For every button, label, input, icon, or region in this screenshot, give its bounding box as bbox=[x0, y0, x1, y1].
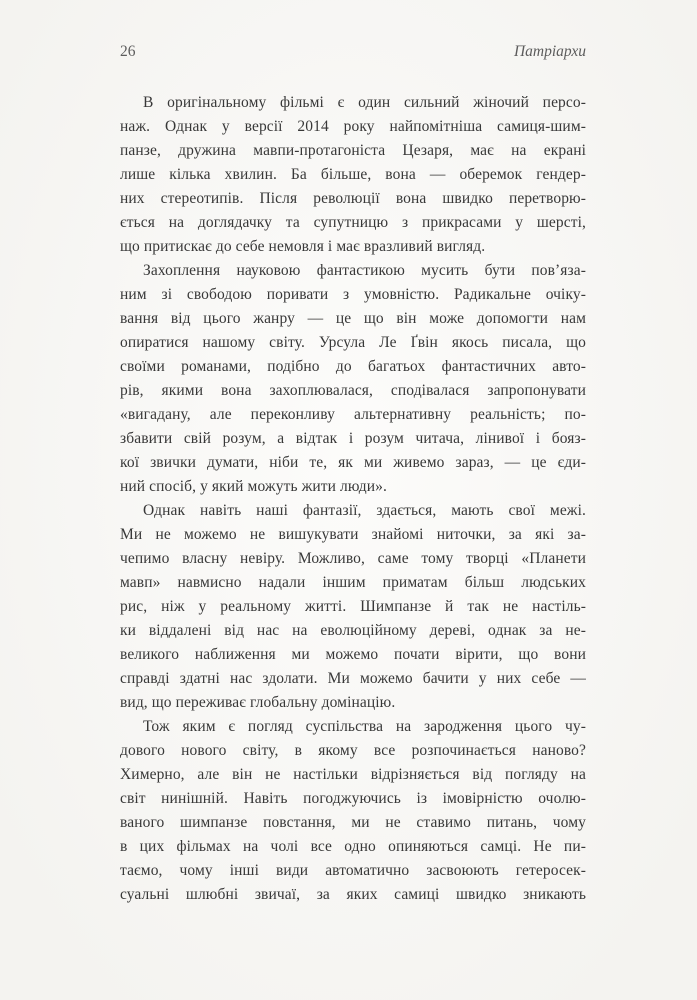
text-line: лише кілька хвилин. Ба більше, вона — оберемок гендер- bbox=[120, 166, 586, 183]
text-line: них стереотипів. Після революції вона швидко перетворю- bbox=[120, 190, 586, 207]
text-line: чепимо власну невіру. Можливо, саме тому творці «Планети bbox=[120, 550, 586, 567]
text-line: кої звички думати, ніби те, як ми живемо зараз, — це єди- bbox=[120, 454, 586, 471]
text-line: вання від цього жанру — це що він може допомогти нам bbox=[120, 310, 586, 327]
text-line: Тож яким є погляд суспільства на зародження цього чу- bbox=[143, 718, 586, 735]
text-line: ний спосіб, у який можуть жити люди». bbox=[120, 478, 387, 495]
text-line: вид, що переживає глобальну домінацію. bbox=[120, 694, 396, 711]
text-line: наж. Однак у версії 2014 року найпомітніша самиця-шим- bbox=[120, 118, 586, 135]
text-line: рів, якими вона захоплювалася, сподівалася запропонувати bbox=[120, 382, 586, 399]
text-line: В оригінальному фільмі є один сильний жіночий персо- bbox=[143, 94, 586, 111]
text-line: в цих фільмах на чолі все одно опиняються самці. Не пи- bbox=[120, 838, 586, 855]
running-title: Патріархи bbox=[513, 43, 586, 60]
text-line: суальні шлюбні звичаї, за яких самиці швидко зникають bbox=[120, 886, 586, 903]
page-body bbox=[120, 91, 586, 907]
text-line: таємо, чому інші види автоматично засвоюють гетеросек- bbox=[120, 862, 586, 879]
text-line: Захоплення науковою фантастикою мусить бути пов’яза- bbox=[143, 262, 586, 279]
paragraph bbox=[120, 715, 586, 907]
paragraph bbox=[120, 499, 586, 715]
text-line: «вигадану, але переконливу альтернативну реальність; по- bbox=[120, 406, 586, 423]
text-line: що притискає до себе немовля і має вразливий вигляд. bbox=[120, 238, 486, 255]
text-line: рис, ніж у реальному житті. Шимпанзе й так не настіль- bbox=[120, 598, 586, 615]
page-number: 26 bbox=[120, 43, 136, 60]
text-line: своїми романами, подібно до багатьох фантастичних авто- bbox=[120, 358, 586, 375]
page-header bbox=[120, 43, 586, 61]
text-line: справді здатні нас здолати. Ми можемо бачити у них себе — bbox=[120, 670, 586, 687]
text-line: ваного шимпанзе повстання, ми не ставимо питань, чому bbox=[120, 814, 586, 831]
text-line: Химерно, але він не настільки відрізняється від погляду на bbox=[120, 766, 586, 783]
text-line: світ нинішній. Навіть погоджуючись із імовірністю очолю- bbox=[120, 790, 586, 807]
text-line: Ми не можемо не вишукувати знайомі ниточки, за які за- bbox=[120, 526, 586, 543]
text-line: дового нового світу, в якому все розпочинається наново? bbox=[120, 742, 586, 759]
text-line: опиратися нашому світу. Урсула Ле Ґвін якось писала, що bbox=[120, 334, 586, 351]
text-line: Однак навіть наші фантазії, здається, мають свої межі. bbox=[143, 502, 586, 519]
text-line: збавити свій розум, а відтак і розум читача, лінивої і бояз- bbox=[120, 430, 586, 447]
text-line: ється на доглядачку та супутницю з прикрасами у шерсті, bbox=[120, 214, 586, 231]
text-line: ки віддалені від нас на еволюційному дереві, однак за не- bbox=[120, 622, 586, 639]
text-line: великого наближення ми можемо почати вірити, що вони bbox=[120, 646, 586, 663]
text-line: мавп» навмисно надали іншим приматам більш людських bbox=[120, 574, 586, 591]
text-line: ним зі свободою поривати з умовністю. Радикальне очіку- bbox=[120, 286, 586, 303]
text-line: панзе, дружина мавпи-протагоніста Цезаря, має на екрані bbox=[120, 142, 586, 159]
paragraph bbox=[120, 259, 586, 499]
paragraph bbox=[120, 91, 586, 259]
